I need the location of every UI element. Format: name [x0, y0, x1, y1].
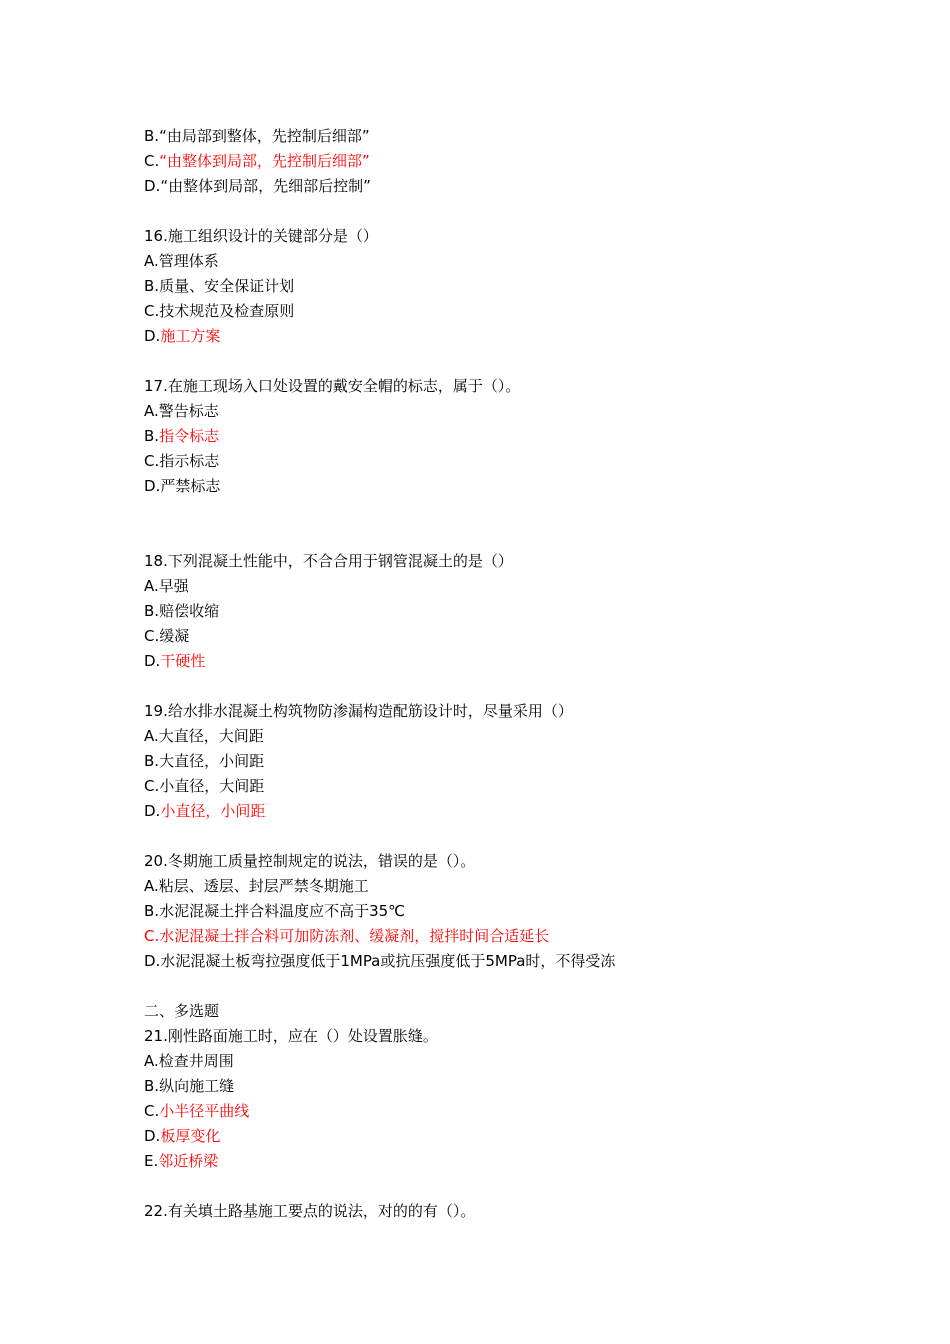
option-prefix: C.	[144, 452, 160, 470]
option-prefix: C.	[144, 152, 160, 170]
option-prefix: B.	[144, 1077, 160, 1095]
q20-stem: 20.冬期施工质量控制规定的说法，错误的是（）。	[144, 852, 476, 870]
option-prefix: B.	[144, 427, 160, 445]
q19-option-c	[144, 774, 824, 799]
q22-stem: 22.有关填土路基施工要点的说法，对的的有（）。	[144, 1202, 476, 1220]
q21-option-a	[144, 1049, 824, 1074]
option-text: 大直径，小间距	[159, 752, 265, 770]
q16-option-b	[144, 274, 824, 299]
option-prefix: B.	[144, 602, 160, 620]
q19-stem: 19.给水排水混凝土构筑物防渗漏构造配筋设计时，尽量采用（）	[144, 702, 573, 720]
option-prefix: D.	[144, 477, 161, 495]
q16-option-d	[144, 324, 824, 349]
option-text-answer: 水泥混凝土拌合料可加防冻剂、缓凝剂，搅拌时间合适延长	[159, 927, 550, 945]
spacer	[144, 199, 824, 224]
option-text: 管理体系	[158, 252, 219, 270]
option-text: 大直径，大间距	[158, 727, 264, 745]
option-text-answer: “由整体到局部，先控制后细部”	[159, 152, 370, 170]
option-text: 检查井周围	[158, 1052, 234, 1070]
q21-option-d	[144, 1124, 824, 1149]
spacer	[144, 674, 824, 699]
q16-option-a	[144, 249, 824, 274]
option-text: 纵向施工缝	[159, 1077, 235, 1095]
option-text-answer: 邻近桥梁	[158, 1152, 219, 1170]
q21-option-e	[144, 1149, 824, 1174]
q18-option-c	[144, 624, 824, 649]
q17-option-a	[144, 399, 824, 424]
q18-option-d	[144, 649, 824, 674]
option-prefix: A.	[144, 877, 159, 895]
q17-option-d	[144, 474, 824, 499]
q20-option-a	[144, 874, 824, 899]
option-text: 警告标志	[158, 402, 219, 420]
option-text: 水泥混凝土板弯拉强度低于1MPa或抗压强度低于5MPa时，不得受冻	[160, 952, 616, 970]
option-prefix: C.	[144, 627, 160, 645]
spacer	[144, 974, 824, 999]
option-prefix: D.	[144, 952, 161, 970]
option-text-answer: 施工方案	[160, 327, 221, 345]
spacer	[144, 499, 824, 549]
option-text-answer: 小半径平曲线	[159, 1102, 250, 1120]
option-prefix: A.	[144, 1052, 159, 1070]
q20-option-d	[144, 949, 824, 974]
q17-stem: 17.在施工现场入口处设置的戴安全帽的标志，属于（）。	[144, 377, 521, 395]
q15-option-b	[144, 124, 824, 149]
q16-option-c	[144, 299, 824, 324]
q20-option-c	[144, 924, 824, 949]
document-page	[144, 124, 824, 1224]
option-prefix: B.	[144, 752, 160, 770]
option-prefix: C.	[144, 302, 160, 320]
option-text: “由局部到整体，先控制后细部”	[159, 127, 370, 145]
spacer	[144, 824, 824, 849]
section-title-multiple-choice: 二、多选题	[144, 1002, 220, 1020]
option-text: 指示标志	[159, 452, 220, 470]
q21-option-c	[144, 1099, 824, 1124]
option-text: “由整体到局部，先细部后控制”	[160, 177, 371, 195]
option-text-answer: 小直径，小间距	[160, 802, 266, 820]
option-text: 技术规范及检查原则	[159, 302, 295, 320]
option-text: 早强	[158, 577, 189, 595]
spacer	[144, 349, 824, 374]
q18-stem: 18.下列混凝土性能中，不合合用于钢管混凝土的是（）	[144, 552, 513, 570]
q16-stem: 16.施工组织设计的关键部分是（）	[144, 227, 378, 245]
q17-option-b	[144, 424, 824, 449]
q18-option-a	[144, 574, 824, 599]
option-text: 缓凝	[159, 627, 190, 645]
option-prefix: B.	[144, 127, 160, 145]
option-prefix: C.	[144, 1102, 160, 1120]
option-prefix: D.	[144, 327, 161, 345]
option-text-answer: 干硬性	[160, 652, 206, 670]
option-text: 小直径，大间距	[159, 777, 265, 795]
option-prefix: A.	[144, 727, 159, 745]
q20-option-b	[144, 899, 824, 924]
option-prefix: D.	[144, 802, 161, 820]
option-prefix: D.	[144, 1127, 161, 1145]
option-prefix: A.	[144, 577, 159, 595]
q18-option-b	[144, 599, 824, 624]
q15-option-d	[144, 174, 824, 199]
q15-option-c	[144, 149, 824, 174]
option-text-answer: 指令标志	[159, 427, 220, 445]
option-prefix: C.	[144, 927, 160, 945]
option-prefix: E.	[144, 1152, 159, 1170]
option-prefix: B.	[144, 277, 160, 295]
option-prefix: C.	[144, 777, 160, 795]
option-prefix: A.	[144, 252, 159, 270]
option-text-answer: 板厚变化	[160, 1127, 221, 1145]
option-prefix: B.	[144, 902, 160, 920]
q19-option-b	[144, 749, 824, 774]
option-text: 严禁标志	[160, 477, 221, 495]
q17-option-c	[144, 449, 824, 474]
option-prefix: D.	[144, 177, 161, 195]
option-text: 水泥混凝土拌合料温度应不高于35℃	[159, 902, 405, 920]
q19-option-d	[144, 799, 824, 824]
option-text: 粘层、透层、封层严禁冬期施工	[158, 877, 369, 895]
q21-stem: 21.刚性路面施工时，应在（）处设置胀缝。	[144, 1027, 438, 1045]
option-text: 质量、安全保证计划	[159, 277, 295, 295]
option-text: 赔偿收缩	[159, 602, 220, 620]
spacer	[144, 1174, 824, 1199]
q21-option-b	[144, 1074, 824, 1099]
q19-option-a	[144, 724, 824, 749]
option-prefix: A.	[144, 402, 159, 420]
option-prefix: D.	[144, 652, 161, 670]
